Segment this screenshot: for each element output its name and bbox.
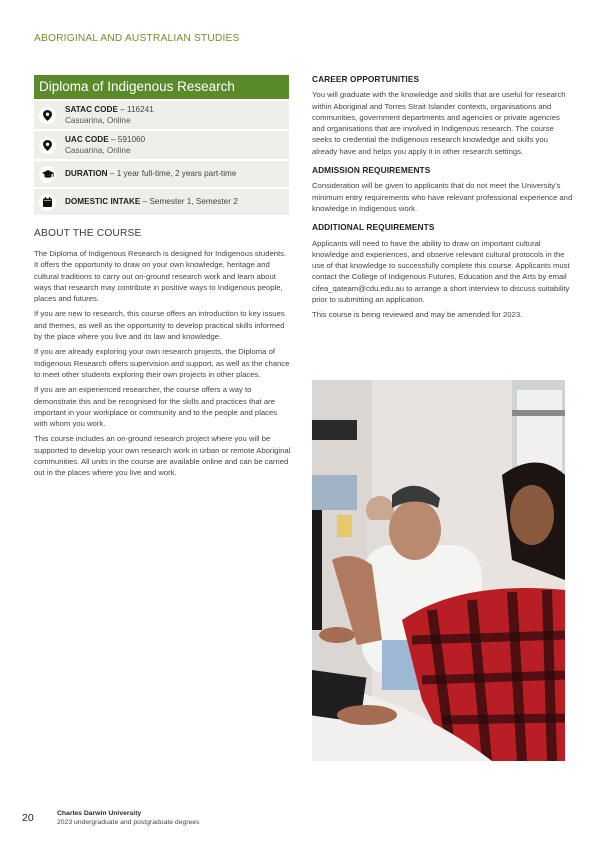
separator: – — [140, 197, 150, 207]
separator: – — [117, 104, 128, 114]
duration-label: DURATION — [65, 169, 108, 179]
duration-value: 1 year full-time, 2 years part-time — [116, 169, 237, 179]
graduation-cap-icon — [39, 166, 56, 183]
about-paragraph: If you are already exploring your own research projects, the Diploma of Indigenous Research offers supervision and support, as well as the chance to meet other students exploring their own projects in other places. — [34, 347, 290, 379]
separator: – — [108, 134, 118, 144]
university-name: Charles Darwin University — [57, 810, 142, 817]
location-pin-icon — [39, 107, 56, 124]
additional-heading: ADDITIONAL REQUIREMENTS — [312, 222, 435, 233]
admission-text: Consideration will be given to applicants that do not meet the University's minimum entry requirements who have relevant professional experience and knowledge in Indigenous work. — [312, 181, 573, 213]
duration-row — [34, 161, 289, 187]
section-title: ABORIGINAL AND AUSTRALIAN STUDIES — [34, 33, 240, 44]
satac-code-row — [34, 101, 289, 129]
uac-value: 591060 — [117, 134, 146, 144]
intake-row — [34, 189, 289, 215]
page-number: 20 — [22, 812, 34, 824]
career-text: You will graduate with the knowledge and skills that are useful for research within Aboriginal and Torres Strait Islander contexts, organisations and communities, government departments and agencies or private agencies and organisations that are involved in Indigenous research. The course seeks to credential the Indigenous research knowledge and skills you already have and helps you apply it in other research settings. — [312, 90, 566, 156]
course-title: Diploma of Indigenous Research — [34, 75, 289, 99]
requirements-column — [312, 74, 574, 329]
publication-title: 2023 undergraduate and postgraduate degrees — [57, 819, 200, 826]
admission-section — [312, 165, 574, 214]
career-section — [312, 74, 574, 157]
about-paragraph: The Diploma of Indigenous Research is designed for Indigenous students. It offers the opportunity to draw on your own knowledge, heritage and cultural traditions to carry out on-ground research work and learn about ways that research may contribute in positive ways to Indigenous people, places and futures. — [34, 249, 287, 304]
satac-value: 116241 — [127, 104, 154, 114]
career-heading: CAREER OPPORTUNITIES — [312, 74, 420, 84]
review-note: This course is being reviewed and may be amended for 2023. — [312, 310, 523, 320]
about-paragraph: If you are new to research, this course offers an introduction to key issues and themes, as well as the opportunity to develop practical skills informed by the place where you live and its law and knowledge. — [34, 309, 285, 342]
uac-campus: Casuarina, Online — [65, 146, 131, 155]
about-heading: ABOUT THE COURSE — [34, 228, 142, 239]
about-paragraph: This course includes an on-ground research project where you will be supported to develop your own research work in urban or remote Aboriginal communities. All units in the course are available online and can be carried out in the places where you live and work. — [34, 434, 291, 478]
location-pin-icon — [39, 137, 56, 154]
additional-section — [312, 222, 574, 320]
about-paragraph: If you are an experienced researcher, the course offers a way to demonstrate this and be recognised for the skills and practices that are important in your workplace or community and to the people and places with whom you work. — [34, 385, 278, 429]
intake-label: DOMESTIC INTAKE — [65, 197, 141, 207]
course-info-box — [34, 75, 289, 215]
uac-code-row — [34, 131, 289, 159]
satac-campus: Casuarina, Online — [65, 116, 131, 125]
about-body — [34, 248, 292, 483]
calendar-icon — [39, 194, 56, 211]
additional-text: Applicants will need to have the ability to draw on important cultural knowledge and experiences, and observe relevant cultural protocols in the use of that knowledge to successfully complete this course. Applicants must contact the College of Indigenous Futures, Education and the Arts by email cifea_qateam@cdu.edu.au to arrange a short interview to discuss suitability prior to submitting an application. — [312, 238, 570, 305]
admission-heading: ADMISSION REQUIREMENTS — [312, 165, 431, 176]
separator: – — [107, 169, 117, 179]
students-photo — [312, 380, 565, 761]
uac-label: UAC CODE — [65, 134, 109, 144]
satac-label: SATAC CODE — [65, 104, 118, 114]
intake-value: Semester 1, Semester 2 — [149, 197, 238, 207]
